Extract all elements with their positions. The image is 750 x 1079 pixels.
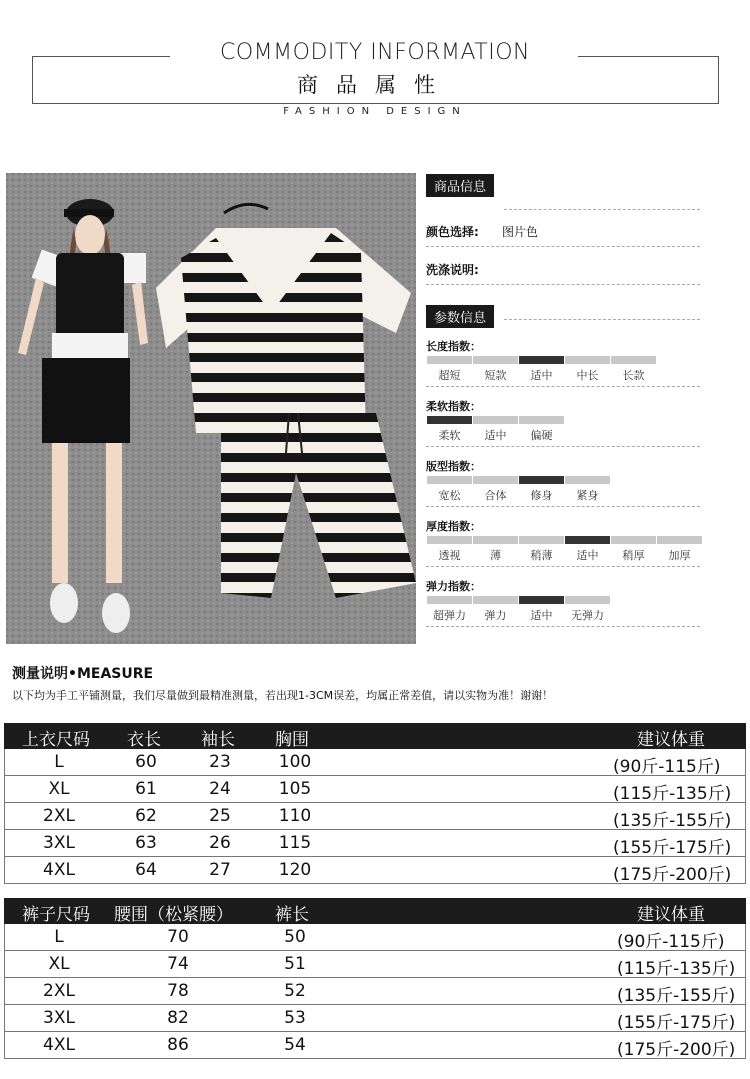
param-bar-segment xyxy=(565,356,610,364)
length-cell: 61 xyxy=(135,779,157,799)
param-label: 柔软指数： xyxy=(426,400,481,413)
size-cell: 3XL xyxy=(43,1008,75,1028)
param-option: 透视 xyxy=(438,549,461,562)
chest-cell: 105 xyxy=(278,779,312,799)
param-option: 稍薄 xyxy=(530,549,553,562)
size-cell: 4XL xyxy=(43,1035,75,1055)
divider xyxy=(426,446,700,447)
size-cell: L xyxy=(54,752,64,772)
wash-label: 洗涤说明: xyxy=(426,263,479,277)
param-option: 合体 xyxy=(484,489,507,502)
pants-header-weight: 建议体重 xyxy=(637,905,705,925)
pants-header-size: 裤子尺码 xyxy=(22,905,90,925)
table-row xyxy=(4,978,746,1005)
weight-cell: (115斤-135斤) xyxy=(613,784,732,804)
size-cell: 3XL xyxy=(43,833,75,853)
table-row xyxy=(4,857,746,884)
divider xyxy=(426,284,700,285)
chest-cell: 100 xyxy=(278,752,312,772)
param-option: 无弹力 xyxy=(571,609,604,622)
param-option: 弹力 xyxy=(484,609,507,622)
param-option: 稍厚 xyxy=(622,549,645,562)
sleeve-cell: 23 xyxy=(209,752,231,772)
param-label: 长度指数： xyxy=(426,340,481,353)
length-cell: 62 xyxy=(135,806,157,826)
param-option: 修身 xyxy=(530,489,553,502)
param-option: 短款 xyxy=(484,369,507,382)
header-subtitle: FASHION DESIGN xyxy=(283,106,467,117)
param-option: 宽松 xyxy=(438,489,461,502)
param-option: 超弹力 xyxy=(433,609,466,622)
table-row xyxy=(4,951,746,978)
divider xyxy=(504,319,700,320)
top-header-sleeve: 袖长 xyxy=(201,730,235,750)
params-tag: 参数信息 xyxy=(426,305,494,328)
product-info-tag: 商品信息 xyxy=(426,174,494,197)
pants-header-waist: 腰围（松紧腰） xyxy=(114,905,233,925)
param-bar-segment xyxy=(519,596,564,604)
param-bar-segment xyxy=(611,536,656,544)
length-cell: 64 xyxy=(135,860,157,880)
param-bar-segment xyxy=(657,536,702,544)
param-bar-segment xyxy=(473,476,518,484)
weight-cell: (90斤-115斤) xyxy=(613,757,721,777)
weight-cell: (135斤-155斤) xyxy=(617,986,736,1006)
weight-cell: (175斤-200斤) xyxy=(617,1040,736,1060)
divider xyxy=(426,246,700,247)
param-option: 中长 xyxy=(576,369,599,382)
param-bar-segment xyxy=(519,536,564,544)
divider xyxy=(426,626,700,627)
param-option: 适中 xyxy=(530,369,553,382)
param-label: 厚度指数： xyxy=(426,520,481,533)
param-bar-segment xyxy=(611,356,656,364)
table-row xyxy=(4,1032,746,1059)
param-bar-segment xyxy=(519,476,564,484)
product-illustration xyxy=(6,173,416,644)
pants-length-cell: 51 xyxy=(284,954,306,974)
param-option: 长款 xyxy=(622,369,645,382)
param-bar-segment xyxy=(427,536,472,544)
chest-cell: 115 xyxy=(278,833,312,853)
color-label: 颜色选择: xyxy=(426,225,479,239)
weight-cell: (115斤-135斤) xyxy=(617,959,736,979)
waist-cell: 74 xyxy=(167,954,189,974)
table-row xyxy=(4,803,746,830)
weight-cell: (135斤-155斤) xyxy=(613,811,732,831)
size-cell: L xyxy=(54,927,64,947)
pants-table-header xyxy=(4,898,746,924)
param-bar-segment xyxy=(427,476,472,484)
param-bar-segment xyxy=(473,536,518,544)
param-option: 柔软 xyxy=(438,429,461,442)
chest-cell: 110 xyxy=(278,806,312,826)
sleeve-cell: 25 xyxy=(209,806,231,826)
param-bar-segment xyxy=(565,476,610,484)
table-row xyxy=(4,830,746,857)
param-bar-segment xyxy=(473,416,518,424)
size-cell: XL xyxy=(48,954,70,974)
param-bar-segment xyxy=(473,596,518,604)
table-row xyxy=(4,749,746,776)
sleeve-cell: 26 xyxy=(209,833,231,853)
weight-cell: (155斤-175斤) xyxy=(613,838,732,858)
waist-cell: 78 xyxy=(167,981,189,1001)
param-option: 偏硬 xyxy=(530,429,553,442)
header-title-en: COMMODITY INFORMATION xyxy=(220,40,530,65)
header-title-cn: 商品属性 xyxy=(297,73,453,97)
measure-title: 测量说明•MEASURE xyxy=(12,666,154,682)
pants-length-cell: 53 xyxy=(284,1008,306,1028)
param-bar-segment xyxy=(427,596,472,604)
top-header-weight: 建议体重 xyxy=(637,730,705,750)
top-table-header xyxy=(4,723,746,749)
size-cell: 2XL xyxy=(43,981,75,1001)
size-cell: 4XL xyxy=(43,860,75,880)
param-option: 适中 xyxy=(530,609,553,622)
waist-cell: 86 xyxy=(167,1035,189,1055)
param-bar-segment xyxy=(565,536,610,544)
top-header-chest: 胸围 xyxy=(275,730,309,750)
size-cell: XL xyxy=(48,779,70,799)
color-value: 图片色 xyxy=(502,225,539,239)
waist-cell: 70 xyxy=(167,927,189,947)
weight-cell: (175斤-200斤) xyxy=(613,865,732,885)
param-bar-segment xyxy=(427,356,472,364)
sleeve-cell: 27 xyxy=(209,860,231,880)
param-bar-segment xyxy=(519,356,564,364)
param-bar-segment xyxy=(427,416,472,424)
top-header-size: 上衣尺码 xyxy=(22,730,90,750)
table-row xyxy=(4,1005,746,1032)
param-label: 弹力指数： xyxy=(426,580,481,593)
divider xyxy=(426,566,700,567)
param-bar-segment xyxy=(519,416,564,424)
pants-length-cell: 52 xyxy=(284,981,306,1001)
param-option: 加厚 xyxy=(668,549,691,562)
param-option: 适中 xyxy=(484,429,507,442)
param-bar-segment xyxy=(473,356,518,364)
waist-cell: 82 xyxy=(167,1008,189,1028)
top-header-length: 衣长 xyxy=(127,730,161,750)
length-cell: 63 xyxy=(135,833,157,853)
table-row xyxy=(4,924,746,951)
pants-length-cell: 54 xyxy=(284,1035,306,1055)
length-cell: 60 xyxy=(135,752,157,772)
param-option: 薄 xyxy=(490,549,501,562)
pants-length-cell: 50 xyxy=(284,927,306,947)
pants-header-length: 裤长 xyxy=(275,905,309,925)
divider xyxy=(426,386,700,387)
param-option: 超短 xyxy=(438,369,461,382)
weight-cell: (155斤-175斤) xyxy=(617,1013,736,1033)
param-option: 紧身 xyxy=(576,489,599,502)
divider xyxy=(426,506,700,507)
param-label: 版型指数： xyxy=(426,460,481,473)
measure-note: 以下均为手工平铺测量，我们尽量做到最精准测量，若出现1-3CM误差，均属正常差值，请以实物为准！谢谢！ xyxy=(12,689,554,702)
chest-cell: 120 xyxy=(278,860,312,880)
param-option: 适中 xyxy=(576,549,599,562)
divider xyxy=(504,209,700,210)
weight-cell: (90斤-115斤) xyxy=(617,932,725,952)
product-photo xyxy=(6,173,416,644)
size-cell: 2XL xyxy=(43,806,75,826)
param-bar-segment xyxy=(565,596,610,604)
table-row xyxy=(4,776,746,803)
sleeve-cell: 24 xyxy=(209,779,231,799)
